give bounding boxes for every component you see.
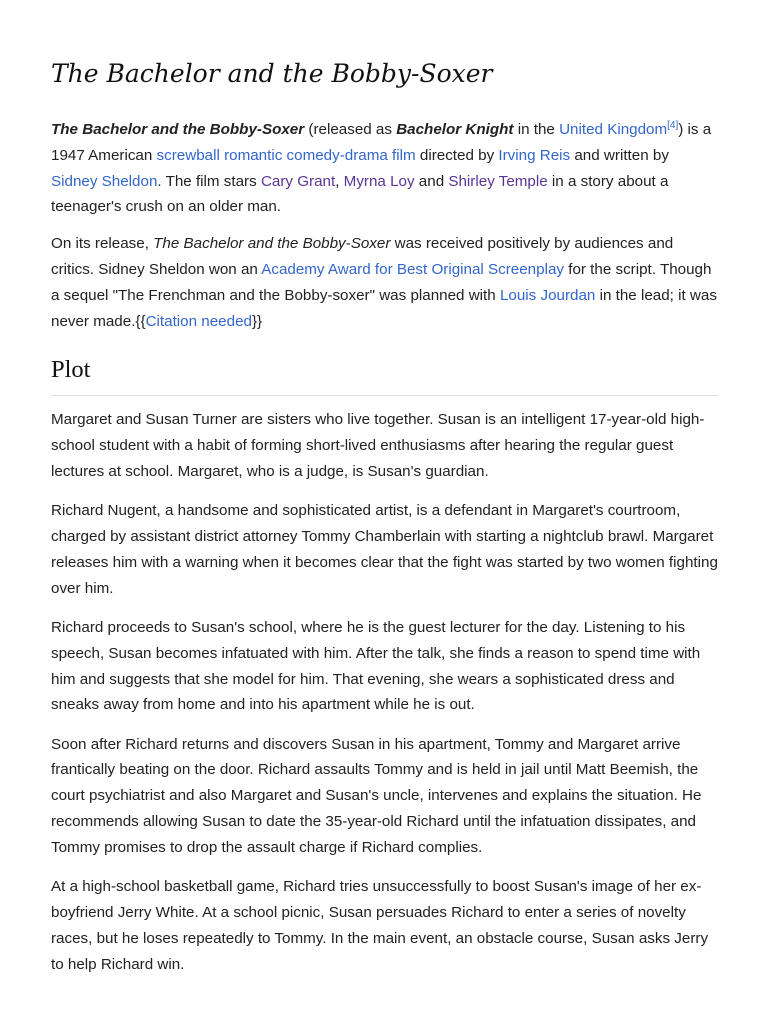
link-cary-grant[interactable]: Cary Grant [260,172,336,190]
alt-title-bold: Bachelor Knight [396,121,514,138]
intro-paragraph-1 [51,117,718,220]
link-irving-reis[interactable]: Irving Reis [498,146,571,164]
link-united-kingdom[interactable]: United Kingdom [559,121,668,138]
section-heading-plot[interactable]: Plot [51,356,718,396]
intro-text: for the script. Though a sequel "The Frenchman and the Bobby-soxer" was planned with [51,260,712,304]
intro-paragraph-2 [51,231,718,334]
intro-text: and [414,172,449,190]
intro-text: and written by [570,146,669,164]
link-sidney-sheldon[interactable]: Sidney Sheldon [51,172,158,190]
plot-paragraph: Richard Nugent, a handsome and sophisticated artist, is a defendant in Margaret's courtroom, charged by assistant district attorney Tommy Chamberlain with starting a nightclub brawl. Margaret releases him with a warning when it becomes clear that the fight was started by two women fighting over him. [51,502,718,597]
plot-paragraph: Soon after Richard returns and discovers Susan in his apartment, Tommy and Margaret arrive frantically beating on the door. Richard assaults Tommy and is held in jail until Matt Beemish, the court psychiatrist and also Margaret and Susan's uncle, intervenes and explains the situation. He recommends allowing Susan to date the 35-year-old Richard until the infatuation dissipates, and Tommy promises to drop the assault charge if Richard complies. [51,735,702,856]
link-louis-jourdan[interactable]: Louis Jourdan [499,286,596,304]
plot-paragraph: Margaret and Susan Turner are sisters who live together. Susan is an intelligent 17-year-old high-school student with a habit of forming short-lived enthusiasms after hearing the regular guest lectures at school. Margaret, who is a judge, is Susan's guardian. [51,411,705,480]
film-title-bold: The Bachelor and the Bobby-Soxer [51,121,305,138]
intro-text: On its release, [51,235,154,253]
link-academy-award[interactable]: Academy Award for Best Original Screenplay [261,260,564,278]
plot-paragraph: At a high-school basketball game, Richard tries unsuccessfully to boost Susan's image of her ex-boyfriend Jerry White. At a school picnic, Susan persuades Richard to enter a series of novelty races, but he loses repeatedly to Tommy. In the main event, an obstacle course, Susan asks Jerry to help Richard win. [51,878,709,973]
link-shirley-temple[interactable]: Shirley Temple [448,172,548,190]
article-content [51,0,718,977]
plot-paragraph: Richard proceeds to Susan's school, where he is the guest lecturer for the day. Listening to his speech, Susan becomes infatuated with him. After the talk, she finds a reason to spend time with him and suggests that she model for him. That evening, she wears a sophisticated dress and sneaks away from home and into his apartment while he is out. [51,618,701,714]
link-myrna-loy[interactable]: Myrna Loy [343,172,415,190]
link-genre[interactable]: screwball romantic comedy-drama film [156,146,416,164]
intro-text: , [335,172,344,190]
intro-text: in the [513,121,560,138]
link-citation-needed[interactable]: Citation needed [145,312,252,330]
film-title-italic: The Bachelor and the Bobby-Soxer [153,235,391,253]
intro-text: . The film stars [157,172,261,190]
intro-text: directed by [415,146,499,164]
intro-text: was received positively by audiences and critics. Sidney Sheldon won an [51,235,674,278]
page-title: The Bachelor and the Bobby-Soxer [51,59,493,88]
intro-text: (released as [304,121,397,138]
plot-section [51,407,718,977]
reference-link-4[interactable]: [4] [667,119,679,131]
intro-text: in the lead; it was never made.{{ [51,286,717,330]
intro-text: in a story about a teenager's crush on an older man. [51,172,669,216]
intro-text: }} [251,312,263,330]
intro-text: ) is a 1947 American [51,121,712,164]
